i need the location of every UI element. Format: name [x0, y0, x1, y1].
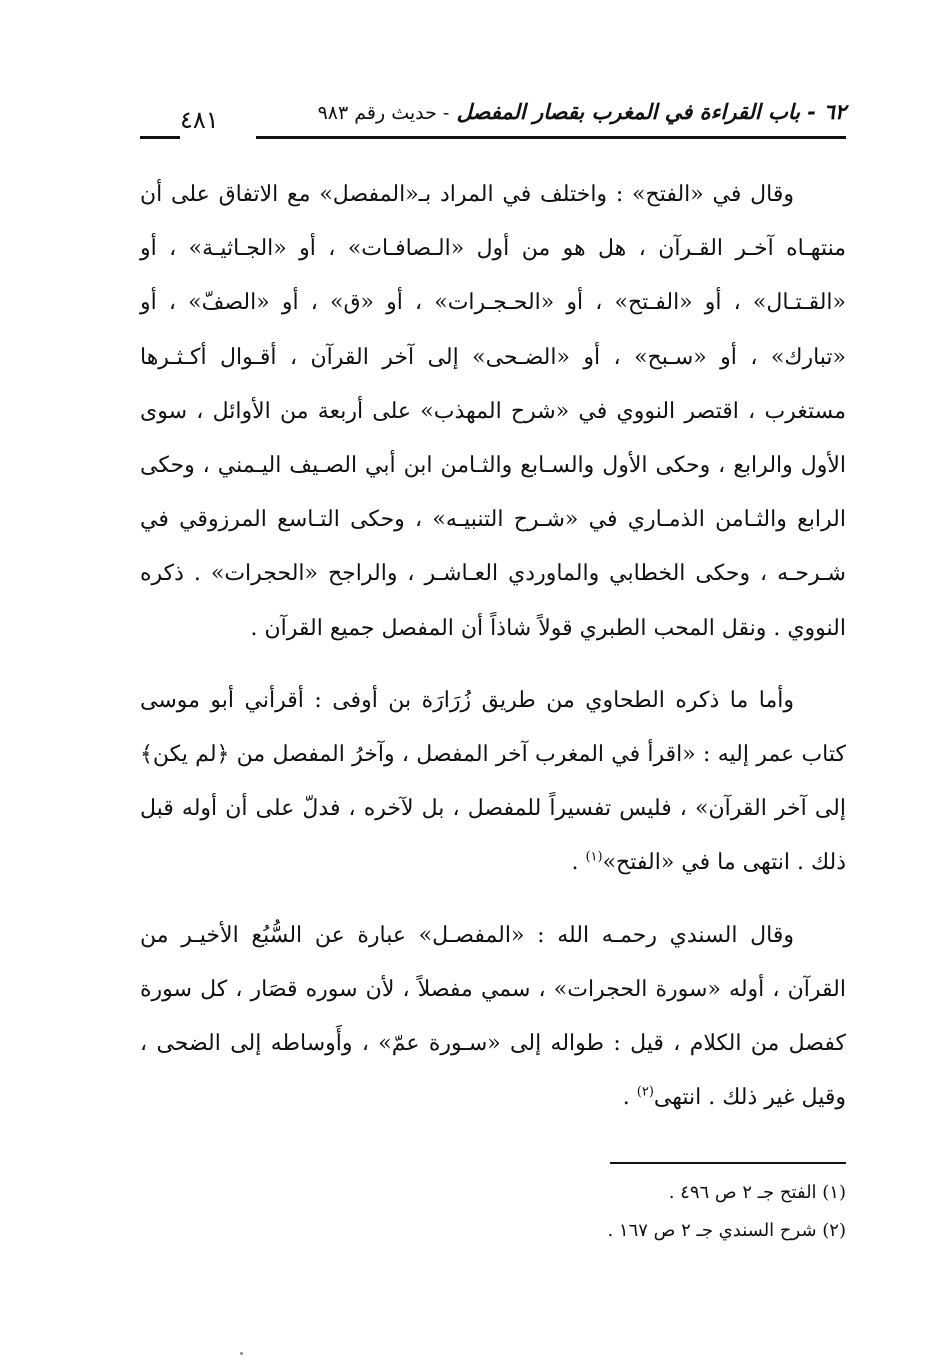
- hadith-reference: - حديث رقم ٩٨٣: [317, 102, 450, 124]
- chapter-number: ٦٢: [823, 100, 846, 124]
- header-rule: [256, 136, 846, 139]
- footnote-ref-2[interactable]: (٢): [636, 1084, 654, 1100]
- running-header: [140, 98, 846, 148]
- footnotes: [140, 1174, 846, 1250]
- paragraph-text: وقال السندي رحمـه الله : «المفصـل» عبارة عن السُّبُع الأخيـر من القرآن ، أوله «سورة الحجرات» ، سمي مفصلاً ، لأن سوره قصَار ، كل سورة كفصل من الكلام ، قيل : طواله إلى «سـورة عمّ» ، وأَوساطه إلى الضحى ، وقيل غير ذلك . انتهى: [140, 922, 846, 1111]
- footnote-ref-1[interactable]: (١): [585, 850, 603, 866]
- footnote-1: (١) الفتح جـ ٢ ص ٤٩٦ .: [668, 1182, 846, 1203]
- page-number-rule: [140, 136, 180, 139]
- footnote-separator: [610, 1162, 846, 1164]
- chapter-heading: [318, 100, 846, 124]
- paragraph-text: وقال في «الفتح» : واختلف في المراد بـ«المفصل» مع الاتفاق على أن منتهـاه آخـر القـرآن ، هل هو من أول «الـصافـات» ، أو «الجـاثيـة» ، أو «القـتـال» ، أو «الفـتح» ، أو «الحـجـرات» ، أو «ق» ، أو «الصفّ» ، أو «تبارك» ، أو «سـبح» ، أو «الضـحى» إلى آخر القرآن ، أقـوال أكـثـرها مستغرب ، اقتصر النووي في «شرح المهذب» على أربعة من الأوائل ، سوى الأول والرابع ، وحكى الأول والسـابع والثـامن ابن أبي الصـيف اليـمني ، وحكى الرابع والثـامن الذمـاري في «شـرح التنبيـه» ، وحكى التـاسع المرزوقي في شـرحـه ، وحكى الخطابي والماوردي العـاشـر ، والراجح «الحجرات» . ذكره النووي . ونقل المحب الطبري قولاً شاذاً أن المفصل جميع القرآن .: [140, 182, 846, 641]
- paragraph-2: [140, 674, 846, 891]
- chapter-title: - باب القراءة في المغرب بقصار المفصل: [456, 100, 817, 124]
- paragraph-text: وأما ما ذكره الطحاوي من طريق زُرَارَة بن أوفى : أقرأني أبو موسى كتاب عمر إليه : «اقرأ في المغرب آخر المفصل ، وآخرُ المفصل من ﴿لم يكن﴾ إلى آخر القرآن» ، فليس تفسيراً للمفصل ، بل لآخره ، فدلّ على أن أوله قبل ذلك . انتهى ما في «الفتح»: [140, 687, 846, 876]
- paragraph-ending: .: [622, 1085, 637, 1111]
- main-text: [140, 168, 846, 1125]
- paragraph-1: [140, 168, 846, 656]
- paragraph-ending: .: [571, 850, 586, 876]
- page-number: ٤٨١: [180, 106, 219, 134]
- scan-speck: [240, 1352, 243, 1355]
- footnote-2: (٢) شرح السندي جـ ٢ ص ١٦٧ .: [607, 1220, 846, 1241]
- paragraph-3: [140, 909, 846, 1126]
